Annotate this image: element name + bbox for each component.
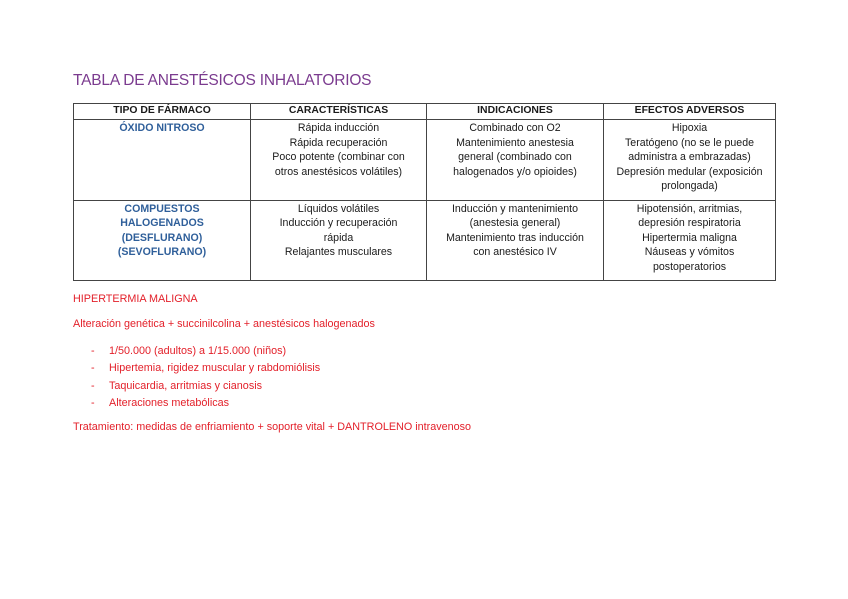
header-indicaciones: INDICACIONES — [427, 104, 604, 120]
cell-line: Mantenimiento tras inducción — [446, 231, 584, 244]
cell-line: Inducción y recuperación — [279, 217, 398, 229]
drug-cell — [74, 120, 251, 201]
cell-line: (anestesia general) — [469, 217, 561, 229]
caracteristicas-cell — [251, 120, 427, 201]
header-tipo-farmaco: TIPO DE FÁRMACO — [74, 104, 251, 120]
cell-line: Hipoxia — [671, 122, 708, 134]
indicaciones-cell — [427, 120, 604, 201]
cell-line: general (combinado con — [458, 151, 572, 163]
cell-line: Combinado con O2 — [469, 122, 561, 134]
cell-line: administra a embrazadas) — [628, 151, 751, 163]
cell-line: rápida — [323, 231, 354, 244]
cell-line: Rápida inducción — [297, 122, 380, 134]
dash-bullet: - — [91, 362, 95, 375]
list-item-text: Taquicardia, arritmias y cianosis — [109, 379, 263, 392]
section-heading-hipertermia: HIPERTERMIA MALIGNA — [73, 293, 198, 305]
efectos-cell — [604, 200, 776, 281]
cell-line: Teratógeno (no se le puede — [625, 136, 754, 149]
cell-line: halogenados y/o opioides) — [453, 165, 577, 178]
cell-line: Hipertermia maligna — [642, 231, 737, 244]
symptom-list — [73, 343, 320, 412]
indicaciones-cell — [427, 200, 604, 281]
efectos-cell — [604, 120, 776, 201]
cell-line: Rápida recuperación — [289, 136, 388, 149]
drug-name: COMPUESTOS — [124, 202, 200, 215]
list-item — [73, 360, 320, 377]
cell-line: depresión respiratoria — [638, 217, 741, 229]
list-item — [73, 395, 320, 412]
cell-line: prolongada) — [661, 180, 718, 192]
anesthetics-table — [73, 103, 776, 281]
header-caracteristicas: CARACTERÍSTICAS — [251, 104, 427, 120]
dash-bullet: - — [91, 345, 95, 357]
drug-cell — [74, 200, 251, 281]
cell-line: Depresión medular (exposición — [616, 165, 763, 178]
list-item-text: Hipertemia, rigidez muscular y rabdomiólisis — [109, 362, 321, 375]
header-efectos-adversos: EFECTOS ADVERSOS — [604, 104, 776, 120]
cell-line: Relajantes musculares — [284, 246, 393, 258]
cell-line: Náuseas y vómitos — [644, 246, 735, 258]
cell-line: Líquidos volátiles — [297, 202, 380, 215]
list-item — [73, 378, 320, 395]
cell-line: otros anestésicos volátiles) — [274, 165, 403, 178]
treatment-text: Tratamiento: medidas de enfriamiento + soporte vital + DANTROLENO intravenoso — [73, 421, 472, 433]
cell-line: con anestésico IV — [473, 246, 557, 258]
drug-name: HALOGENADOS — [120, 217, 204, 229]
dash-bullet: - — [91, 396, 95, 409]
drug-name: (SEVOFLURANO) — [117, 246, 207, 258]
table-row — [74, 120, 776, 201]
cell-line: Inducción y mantenimiento — [451, 202, 579, 215]
cell-line: Poco potente (combinar con — [272, 151, 405, 163]
list-item-text: 1/50.000 (adultos) a 1/15.000 (niños) — [109, 345, 287, 357]
dash-bullet: - — [91, 379, 95, 392]
cell-line: Hipotensión, arritmias, — [636, 202, 743, 215]
caracteristicas-cell — [251, 200, 427, 281]
cause-text: Alteración genética + succinilcolina + anestésicos halogenados — [73, 318, 375, 330]
cell-line: Mantenimiento anestesia — [456, 136, 574, 149]
drug-name: ÓXIDO NITROSO — [119, 122, 205, 134]
list-item — [73, 343, 320, 360]
table-row — [74, 200, 776, 281]
drug-name: (DESFLURANO) — [121, 231, 203, 244]
page-title: TABLA DE ANESTÉSICOS INHALATORIOS — [73, 72, 372, 89]
cell-line: postoperatorios — [652, 260, 727, 273]
list-item-text: Alteraciones metabólicas — [109, 396, 230, 409]
table-header-row — [74, 104, 776, 120]
